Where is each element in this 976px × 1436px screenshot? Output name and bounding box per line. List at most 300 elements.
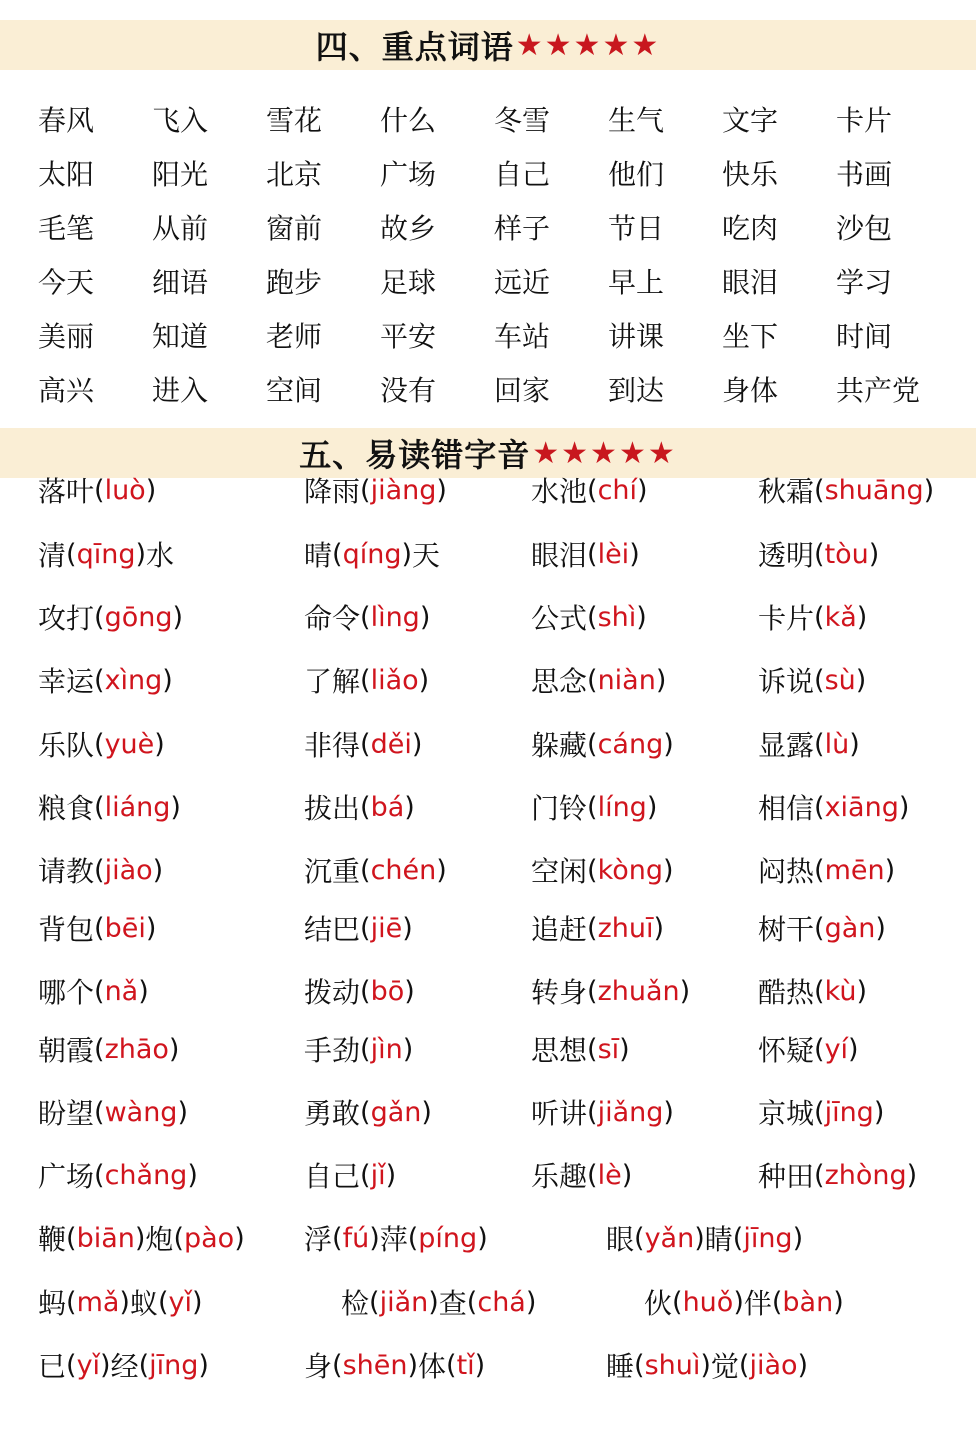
vocab-word: 吃肉 <box>722 212 779 245</box>
close-paren: ) <box>923 474 935 506</box>
pronunciation-item <box>531 466 648 514</box>
open-paren: ( <box>94 791 105 823</box>
pinyin: lìng <box>370 601 420 633</box>
vocab-word: 进入 <box>152 374 209 407</box>
vocab-word: 北京 <box>266 158 323 191</box>
hanzi-word: 落叶 <box>38 475 95 508</box>
pronunciation-item <box>531 783 657 831</box>
vocab-word: 美丽 <box>38 320 95 353</box>
vocab-word: 空间 <box>266 374 323 407</box>
pronunciation-item <box>758 530 879 578</box>
open-paren: ( <box>814 728 825 760</box>
pronunciation-item <box>531 656 666 704</box>
close-paren: ) <box>653 912 665 944</box>
close-paren: ) <box>198 1349 209 1381</box>
vocab-word: 眼泪 <box>722 266 779 299</box>
pronunciation-item <box>606 1214 803 1262</box>
close-paren: ) <box>134 1222 146 1254</box>
pinyin: tòu <box>824 538 869 570</box>
open-paren: ( <box>587 975 598 1007</box>
hanzi-word: 晴 <box>304 539 333 572</box>
close-paren: ) <box>192 1286 203 1318</box>
pronunciation-item <box>531 593 647 641</box>
hanzi-word: 已 <box>38 1350 67 1383</box>
open-paren: ( <box>66 538 77 570</box>
open-paren: ( <box>466 1286 478 1318</box>
open-paren: ( <box>587 601 598 633</box>
hanzi-word: 攻打 <box>38 602 95 635</box>
open-paren: ( <box>634 1222 645 1254</box>
open-paren: ( <box>332 1222 343 1254</box>
close-paren: ) <box>411 728 423 760</box>
open-paren: ( <box>738 1349 750 1381</box>
hanzi-word: 听讲 <box>531 1097 588 1130</box>
open-paren: ( <box>446 1349 457 1381</box>
close-paren: ) <box>152 854 164 886</box>
hanzi-word: 伴 <box>743 1287 772 1320</box>
pronunciation-item <box>38 1151 198 1199</box>
pronunciation-item <box>304 1025 413 1073</box>
open-paren: ( <box>814 474 825 506</box>
open-paren: ( <box>360 601 371 633</box>
pinyin: jìn <box>370 1033 403 1065</box>
vocab-word: 他们 <box>608 158 665 191</box>
open-paren: ( <box>587 474 598 506</box>
pronunciation-item <box>758 967 867 1015</box>
vocab-word: 身体 <box>722 374 779 407</box>
vocab-word: 春风 <box>38 104 95 137</box>
hanzi-word: 睛 <box>704 1223 733 1256</box>
hanzi-word: 命令 <box>304 602 361 635</box>
pronunciation-item <box>531 720 674 768</box>
pronunciation-item <box>38 904 156 952</box>
close-paren: ) <box>436 854 447 886</box>
close-paren: ) <box>856 975 868 1007</box>
vocab-word: 快乐 <box>722 158 779 191</box>
vocab-word: 阳光 <box>152 158 209 191</box>
vocab-row <box>38 200 950 254</box>
close-paren: ) <box>421 1096 432 1128</box>
open-paren: ( <box>587 664 598 696</box>
pronunciation-item <box>531 967 690 1015</box>
pinyin: jiǎng <box>597 1096 664 1128</box>
open-paren: ( <box>66 1286 77 1318</box>
close-paren: ) <box>474 1349 486 1381</box>
pinyin: gǎn <box>370 1096 422 1128</box>
open-paren: ( <box>173 1222 184 1254</box>
pinyin: jiào <box>749 1349 798 1381</box>
open-paren: ( <box>94 1096 105 1128</box>
close-paren: ) <box>694 1222 705 1254</box>
pinyin: mēn <box>824 854 885 886</box>
open-paren: ( <box>94 912 105 944</box>
open-paren: ( <box>66 1349 77 1381</box>
open-paren: ( <box>94 854 105 886</box>
close-paren: ) <box>477 1222 488 1254</box>
vocab-word: 冬雪 <box>494 104 551 137</box>
pinyin: gàn <box>824 912 876 944</box>
hanzi-word: 勇敢 <box>304 1097 361 1130</box>
hanzi-word: 朝霞 <box>38 1034 95 1067</box>
pinyin: chén <box>370 854 437 886</box>
pinyin: shuāng <box>824 474 924 506</box>
pronunciation-item <box>758 904 886 952</box>
vocab-word: 时间 <box>836 320 893 353</box>
hanzi-word: 眼 <box>606 1223 635 1256</box>
pinyin: chá <box>477 1286 526 1318</box>
pinyin: bàn <box>782 1286 834 1318</box>
close-paren: ) <box>138 975 149 1007</box>
hanzi-word: 酷热 <box>758 976 815 1009</box>
hanzi-word: 显露 <box>758 729 815 762</box>
hanzi-word: 查 <box>438 1287 467 1320</box>
close-paren: ) <box>833 1286 844 1318</box>
open-paren: ( <box>94 1033 105 1065</box>
pronunciation-item <box>304 530 440 578</box>
hanzi-word: 哪个 <box>38 976 95 1009</box>
open-paren: ( <box>94 601 105 633</box>
pinyin: biān <box>76 1222 135 1254</box>
close-paren: ) <box>402 1033 414 1065</box>
pronunciation-item <box>758 1088 884 1136</box>
vocab-word: 高兴 <box>38 374 95 407</box>
close-paren: ) <box>177 1096 188 1128</box>
hanzi-word: 躲藏 <box>531 729 588 762</box>
hanzi-word: 请教 <box>38 855 95 888</box>
close-paren: ) <box>663 1096 674 1128</box>
hanzi-word: 粮食 <box>38 792 95 825</box>
pronunciation-item <box>304 846 447 894</box>
pronunciation-item <box>38 1341 209 1389</box>
pinyin: líng <box>597 791 647 823</box>
pinyin: mǎ <box>76 1286 120 1318</box>
hanzi-word: 京城 <box>758 1097 815 1130</box>
open-paren: ( <box>814 791 825 823</box>
pronunciation-item <box>531 1151 632 1199</box>
pinyin: xìng <box>104 664 163 696</box>
pinyin: lè <box>597 1159 622 1191</box>
hanzi-word: 思念 <box>531 665 588 698</box>
hanzi-word: 广场 <box>38 1160 95 1193</box>
pronunciation-item <box>531 846 674 894</box>
close-paren: ) <box>848 1033 859 1065</box>
pronunciation-item <box>38 656 173 704</box>
close-paren: ) <box>402 912 413 944</box>
pronunciation-item <box>38 720 165 768</box>
hanzi-word: 身 <box>304 1350 333 1383</box>
hanzi-word: 经 <box>110 1350 139 1383</box>
vocab-word: 老师 <box>266 320 323 353</box>
close-paren: ) <box>700 1349 711 1381</box>
hanzi-word: 伙 <box>644 1287 673 1320</box>
vocab-word: 自己 <box>494 158 551 191</box>
pronunciation-item <box>531 904 664 952</box>
vocab-word: 什么 <box>380 104 437 137</box>
pinyin: yuè <box>104 728 155 760</box>
pronunciation-item <box>38 530 174 578</box>
close-paren: ) <box>855 664 867 696</box>
pronunciation-item <box>304 967 415 1015</box>
open-paren: ( <box>814 538 825 570</box>
open-paren: ( <box>814 1096 825 1128</box>
hanzi-word: 卡片 <box>758 602 815 635</box>
pinyin: kù <box>824 975 857 1007</box>
open-paren: ( <box>360 791 371 823</box>
close-paren: ) <box>733 1286 744 1318</box>
section-4-title: 四、重点词语 <box>315 28 514 66</box>
close-paren: ) <box>849 728 860 760</box>
close-paren: ) <box>875 912 886 944</box>
pronunciation-item <box>758 466 934 514</box>
pronunciation-item <box>304 1341 485 1389</box>
vocab-word: 从前 <box>152 212 209 245</box>
pronunciation-item <box>38 846 163 894</box>
close-paren: ) <box>655 664 667 696</box>
pinyin: xiāng <box>824 791 899 823</box>
pronunciation-item <box>38 1214 245 1262</box>
pronunciation-item <box>531 1088 674 1136</box>
open-paren: ( <box>587 791 598 823</box>
pinyin: liáng <box>104 791 171 823</box>
open-paren: ( <box>814 664 825 696</box>
pinyin: yǐ <box>76 1349 101 1381</box>
close-paren: ) <box>525 1286 537 1318</box>
pinyin: bēi <box>104 912 146 944</box>
vocab-word: 早上 <box>608 266 665 299</box>
pinyin: niàn <box>597 664 656 696</box>
hanzi-word: 乐队 <box>38 729 95 762</box>
pinyin: zhuǎn <box>597 975 680 1007</box>
hanzi-word: 怀疑 <box>758 1034 815 1067</box>
open-paren: ( <box>157 1286 169 1318</box>
pronunciation-item <box>531 1025 630 1073</box>
hanzi-word: 觉 <box>710 1350 739 1383</box>
close-paren: ) <box>168 1033 180 1065</box>
open-paren: ( <box>634 1349 645 1381</box>
pinyin: jīng <box>149 1349 199 1381</box>
hanzi-word: 自己 <box>304 1160 361 1193</box>
hanzi-word: 手劲 <box>304 1034 361 1067</box>
hanzi-word: 拨动 <box>304 976 361 1009</box>
pronunciation-item <box>341 1278 536 1326</box>
hanzi-word: 空闲 <box>531 855 588 888</box>
close-paren: ) <box>679 975 691 1007</box>
close-paren: ) <box>663 728 674 760</box>
hanzi-word: 背包 <box>38 913 95 946</box>
open-paren: ( <box>94 1159 105 1191</box>
hanzi-word: 拔出 <box>304 792 361 825</box>
hanzi-word: 盼望 <box>38 1097 95 1130</box>
close-paren: ) <box>404 791 415 823</box>
pronunciation-item <box>758 1025 859 1073</box>
hanzi-word: 转身 <box>531 976 588 1009</box>
vocab-word: 沙包 <box>836 212 893 245</box>
vocab-word: 卡片 <box>836 104 893 137</box>
close-paren: ) <box>154 728 165 760</box>
pronunciation-item <box>644 1278 844 1326</box>
pinyin: zhòng <box>824 1159 907 1191</box>
hanzi-word: 天 <box>412 539 441 572</box>
close-paren: ) <box>401 538 413 570</box>
open-paren: ( <box>814 854 825 886</box>
hanzi-word: 降雨 <box>304 475 361 508</box>
close-paren: ) <box>170 791 181 823</box>
open-paren: ( <box>66 1222 77 1254</box>
pronunciation-item <box>304 656 429 704</box>
pinyin: gōng <box>104 601 173 633</box>
pinyin: jǐ <box>370 1159 386 1191</box>
open-paren: ( <box>360 1033 371 1065</box>
pinyin: nǎ <box>104 975 139 1007</box>
pronunciation-item <box>606 1341 808 1389</box>
vocab-row <box>38 254 950 308</box>
close-paren: ) <box>898 791 910 823</box>
pronunciation-item <box>38 1278 203 1326</box>
close-paren: ) <box>162 664 173 696</box>
close-paren: ) <box>172 601 184 633</box>
close-paren: ) <box>856 601 868 633</box>
hanzi-word: 透明 <box>758 539 815 572</box>
hanzi-word: 沉重 <box>304 855 361 888</box>
pinyin: bō <box>370 975 405 1007</box>
close-paren: ) <box>385 1159 397 1191</box>
pronunciation-item <box>758 783 909 831</box>
open-paren: ( <box>360 1159 371 1191</box>
hanzi-word: 思想 <box>531 1034 588 1067</box>
open-paren: ( <box>332 538 343 570</box>
close-paren: ) <box>145 474 157 506</box>
pinyin: jiào <box>104 854 153 886</box>
vocab-row <box>38 362 950 416</box>
close-paren: ) <box>436 474 447 506</box>
pinyin: bá <box>370 791 405 823</box>
open-paren: ( <box>332 1349 343 1381</box>
pronunciation-item <box>304 1214 488 1262</box>
pinyin: huǒ <box>682 1286 734 1318</box>
vocab-word: 讲课 <box>608 320 665 353</box>
pinyin: jiē <box>370 912 403 944</box>
pronunciation-item <box>38 1025 179 1073</box>
hanzi-word: 睡 <box>606 1350 635 1383</box>
pinyin: zhāo <box>104 1033 169 1065</box>
open-paren: ( <box>360 1096 371 1128</box>
open-paren: ( <box>94 664 105 696</box>
pronunciation-item <box>38 466 156 514</box>
close-paren: ) <box>646 791 658 823</box>
hanzi-word: 蚁 <box>129 1287 158 1320</box>
hanzi-word: 体 <box>418 1350 447 1383</box>
hanzi-word: 炮 <box>145 1223 174 1256</box>
open-paren: ( <box>407 1222 419 1254</box>
pronunciation-item <box>758 593 867 641</box>
pinyin: shēn <box>342 1349 408 1381</box>
close-paren: ) <box>404 975 415 1007</box>
close-paren: ) <box>418 664 430 696</box>
hanzi-word: 浮 <box>304 1223 333 1256</box>
hanzi-word: 闷热 <box>758 855 815 888</box>
key-words-grid <box>38 92 950 416</box>
pronunciation-item <box>758 1151 917 1199</box>
pronunciation-item <box>304 1088 432 1136</box>
vocab-word: 故乡 <box>380 212 437 245</box>
pronunciation-item <box>758 656 866 704</box>
open-paren: ( <box>587 912 598 944</box>
pronunciation-item <box>304 466 447 514</box>
open-paren: ( <box>138 1349 150 1381</box>
pronunciation-item <box>304 720 422 768</box>
hanzi-word: 眼泪 <box>531 539 588 572</box>
close-paren: ) <box>407 1349 419 1381</box>
close-paren: ) <box>234 1222 245 1254</box>
pinyin: sī <box>597 1033 620 1065</box>
open-paren: ( <box>587 728 598 760</box>
pinyin: děi <box>370 728 412 760</box>
pinyin: sù <box>824 664 856 696</box>
vocab-row <box>38 146 950 200</box>
pinyin: yǐ <box>168 1286 193 1318</box>
open-paren: ( <box>360 975 371 1007</box>
close-paren: ) <box>621 1159 633 1191</box>
pinyin: fú <box>342 1222 370 1254</box>
vocab-word: 今天 <box>38 266 95 299</box>
hanzi-word: 鞭 <box>38 1223 67 1256</box>
vocab-word: 书画 <box>836 158 893 191</box>
close-paren: ) <box>797 1349 809 1381</box>
pronunciation-item <box>304 904 413 952</box>
pinyin: chǎng <box>104 1159 188 1191</box>
pronunciation-item <box>758 720 860 768</box>
open-paren: ( <box>814 975 825 1007</box>
pinyin: píng <box>418 1222 478 1254</box>
vocab-word: 生气 <box>608 104 665 137</box>
section-5-title: 五、易读错字音 <box>299 436 531 474</box>
close-paren: ) <box>868 538 880 570</box>
open-paren: ( <box>814 1033 825 1065</box>
vocab-row <box>38 92 950 146</box>
vocab-word: 广场 <box>380 158 437 191</box>
vocab-row <box>38 308 950 362</box>
open-paren: ( <box>771 1286 783 1318</box>
pronunciation-item <box>531 530 640 578</box>
hanzi-word: 幸运 <box>38 665 95 698</box>
close-paren: ) <box>619 1033 630 1065</box>
vocab-word: 细语 <box>152 266 209 299</box>
pinyin: wàng <box>104 1096 178 1128</box>
close-paren: ) <box>145 912 157 944</box>
open-paren: ( <box>360 728 371 760</box>
hanzi-word: 相信 <box>758 792 815 825</box>
vocab-word: 知道 <box>152 320 209 353</box>
vocab-word: 足球 <box>380 266 437 299</box>
vocab-word: 跑步 <box>266 266 323 299</box>
pronunciation-item <box>38 593 183 641</box>
close-paren: ) <box>369 1222 380 1254</box>
pronunciation-item <box>304 1151 396 1199</box>
open-paren: ( <box>360 854 371 886</box>
open-paren: ( <box>587 1033 598 1065</box>
pinyin: kǎ <box>824 601 857 633</box>
pinyin: jiǎn <box>379 1286 429 1318</box>
section-4-stars: ★★★★★ <box>515 27 661 63</box>
hanzi-word: 蚂 <box>38 1287 67 1320</box>
pinyin: qīng <box>76 538 136 570</box>
open-paren: ( <box>587 538 598 570</box>
pinyin: qíng <box>342 538 402 570</box>
section-5-stars: ★★★★★ <box>532 435 677 471</box>
open-paren: ( <box>94 975 105 1007</box>
close-paren: ) <box>637 474 648 506</box>
pinyin: tǐ <box>456 1349 475 1381</box>
